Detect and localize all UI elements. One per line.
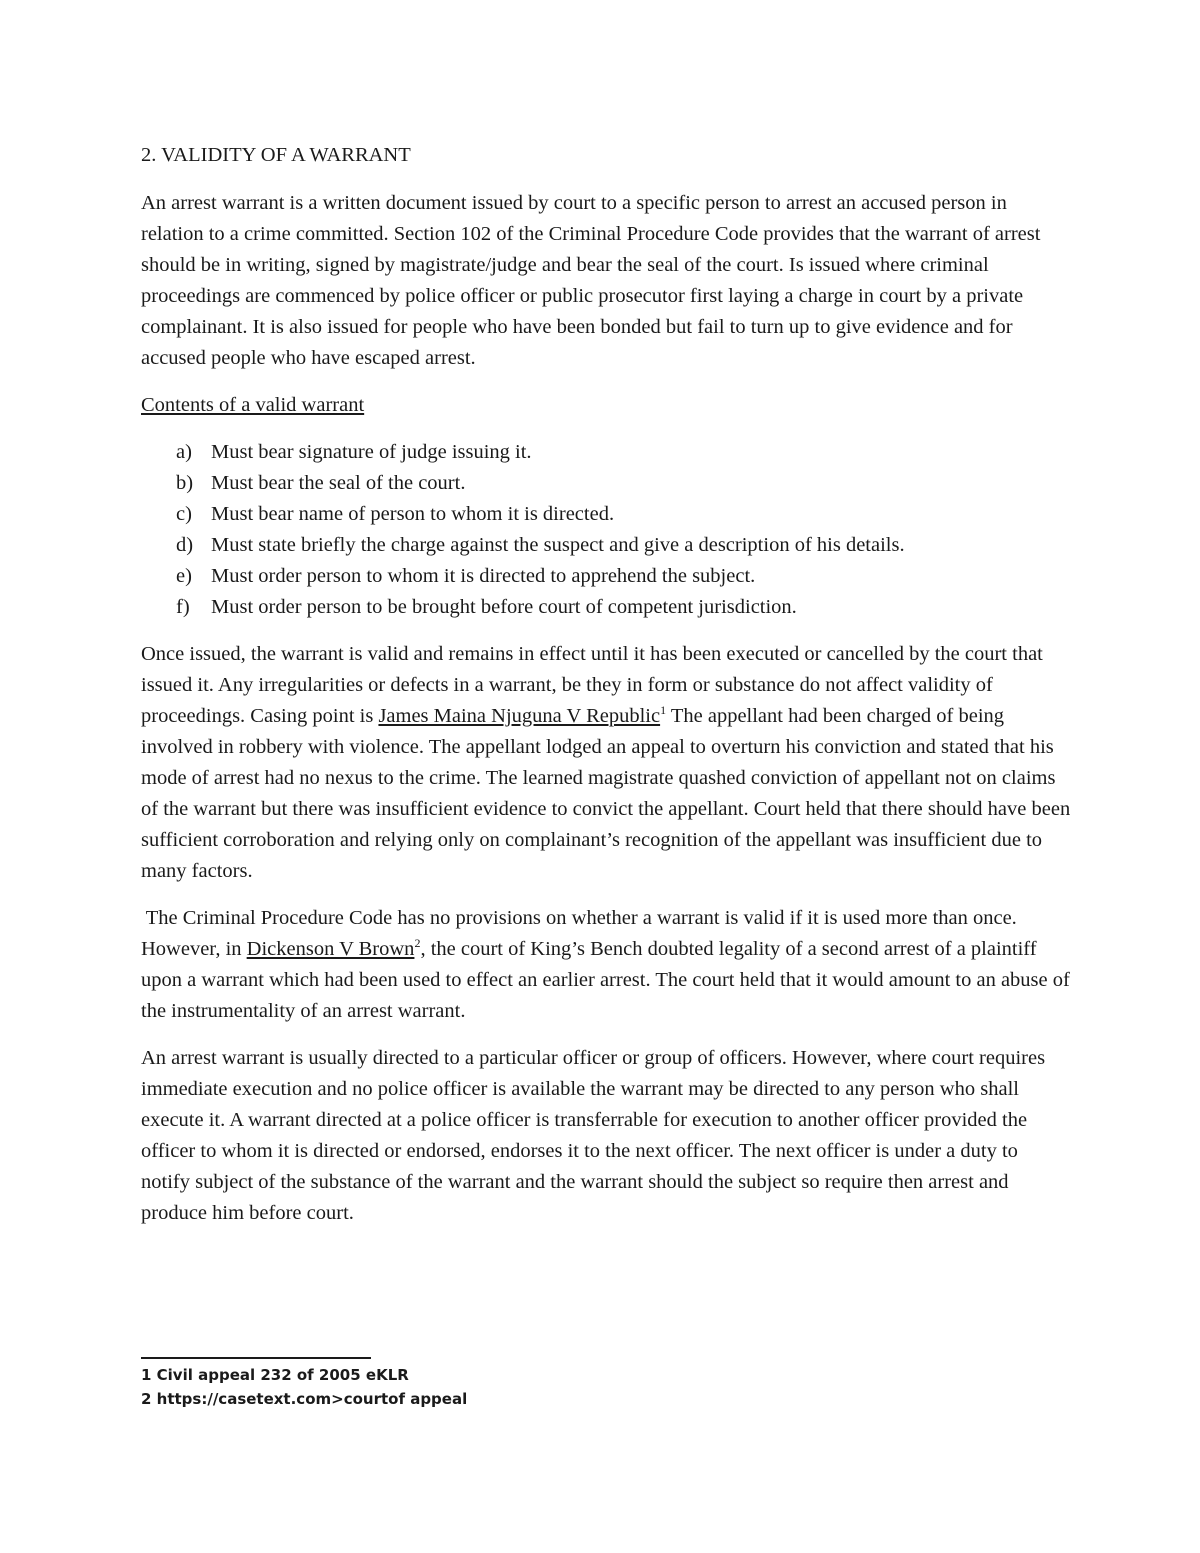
footnote-separator xyxy=(141,1357,371,1359)
footnote-ref-1[interactable]: 1 xyxy=(660,703,667,718)
list-item-text: Must bear name of person to whom it is directed. xyxy=(211,503,615,525)
footnote-ref-2[interactable]: 2 xyxy=(414,936,421,951)
reuse-text-before: The Criminal Procedure Code has no provisions on whether a warrant is valid if it is used more than once. However, in xyxy=(141,907,1017,960)
section-heading: 2. VALIDITY OF A WARRANT xyxy=(141,144,411,166)
document-page xyxy=(141,140,1071,1245)
validity-text-after: The appellant had been charged of being involved in robbery with violence. The appellant lodged an appeal to overturn his conviction and stated that his mode of arrest had no nexus to the crime. The learned magistrate quashed conviction of appellant not on claims of the warrant but there was insufficient evidence to convict the appellant. Court held that there should have been sufficient corroboration and relying only on complainant’s recognition of the appellant was insufficient due to many factors. xyxy=(141,705,1071,882)
validity-paragraph xyxy=(141,639,1071,887)
list-item-text: Must order person to be brought before court of competent jurisdiction. xyxy=(211,596,797,618)
list-item xyxy=(176,530,1071,561)
footnotes xyxy=(141,1357,741,1411)
direction-paragraph: An arrest warrant is usually directed to a particular officer or group of officers. However, where court requires immediate execution and no police officer is available the warrant may be directed to any person who shall execute it. A warrant directed at a police officer is transferrable for execution to another officer provided the officer to whom it is directed or endorsed, endorses it to the next officer. The next officer is under a duty to notify subject of the substance of the warrant and the warrant should the subject so require then arrest and produce him before court. xyxy=(141,1047,1046,1224)
list-item xyxy=(176,592,1071,623)
reuse-paragraph xyxy=(141,903,1071,1027)
list-marker: c) xyxy=(176,503,192,525)
list-item-text: Must state briefly the charge against the suspect and give a description of his details. xyxy=(211,534,905,556)
case-citation-dickenson: Dickenson V Brown xyxy=(246,938,415,960)
list-marker: b) xyxy=(176,472,194,494)
list-marker: f) xyxy=(176,596,190,618)
list-marker: e) xyxy=(176,565,192,587)
list-item-text: Must bear the seal of the court. xyxy=(211,472,466,494)
list-item xyxy=(176,437,1071,468)
list-item xyxy=(176,561,1071,592)
list-item-text: Must bear signature of judge issuing it. xyxy=(211,441,532,463)
validity-text-before: Once issued, the warrant is valid and remains in effect until it has been executed or cancelled by the court that issued it. Any irregularities or defects in a warrant, be they in form or substance do not affect validity of proceedings. Casing point is xyxy=(141,643,1043,727)
contents-list xyxy=(141,437,1071,623)
footnote-2: 2 https://casetext.com>courtof appeal xyxy=(141,1390,468,1408)
list-marker: a) xyxy=(176,441,192,463)
footnote-1: 1 Civil appeal 232 of 2005 eKLR xyxy=(141,1366,409,1384)
reuse-text-after: , the court of King’s Bench doubted legality of a second arrest of a plaintiff upon a warrant which had been used to effect an earlier arrest. The court held that it would amount to an abuse of the instrumentality of an arrest warrant. xyxy=(141,938,1070,1022)
case-citation-njuguna: James Maina Njuguna V Republic xyxy=(378,705,661,727)
list-item xyxy=(176,468,1071,499)
contents-heading: Contents of a valid warrant xyxy=(141,394,365,416)
list-item-text: Must order person to whom it is directed to apprehend the subject. xyxy=(211,565,756,587)
list-item xyxy=(176,499,1071,530)
list-marker: d) xyxy=(176,534,194,556)
intro-paragraph: An arrest warrant is a written document issued by court to a specific person to arrest an accused person in relation to a crime committed. Section 102 of the Criminal Procedure Code provides that the warrant of arrest should be in writing, signed by magistrate/judge and bear the seal of the court. Is issued where criminal proceedings are commenced by police officer or public prosecutor first laying a charge in court by a private complainant. It is also issued for people who have been bonded but fail to turn up to give evidence and for accused people who have escaped arrest. xyxy=(141,192,1041,369)
